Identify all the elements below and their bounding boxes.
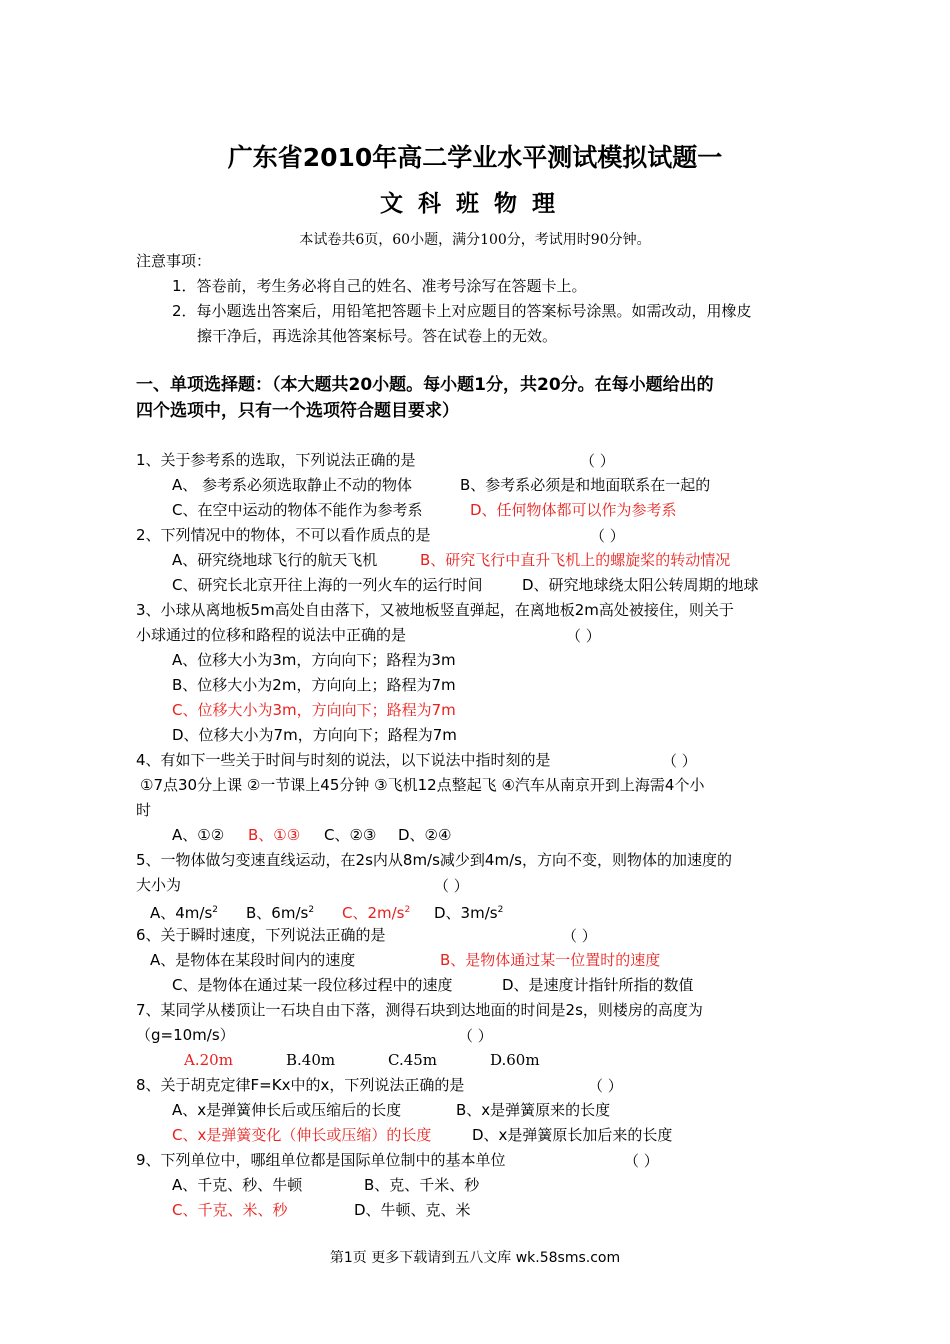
notice-item-1: 1．答卷前，考生务必将自己的姓名、准考号涂写在答题卡上。 bbox=[172, 277, 587, 295]
q9-answer-blank: （ ） bbox=[624, 1152, 659, 1170]
q6-stem: 6、关于瞬时速度，下列说法正确的是 bbox=[136, 926, 386, 944]
exam-intro: 本试卷共6页，60小题，满分100分，考试用时90分钟。 bbox=[299, 232, 651, 248]
q6-answer-blank: （ ） bbox=[562, 927, 597, 945]
q7-option-c: C.45m bbox=[388, 1051, 438, 1069]
notice-item-2a: 2．每小题选出答案后，用铅笔把答题卡上对应题目的答案标号涂黑。如需改动，用橡皮 bbox=[172, 302, 752, 320]
q4-answer-blank: （ ） bbox=[662, 752, 697, 770]
q7-option-b: B.40m bbox=[286, 1051, 336, 1069]
q4-option-d: D、②④ bbox=[398, 826, 452, 844]
q1-option-b: B、参考系必须是和地面联系在一起的 bbox=[460, 476, 711, 494]
q5-stem-2: 大小为 bbox=[136, 876, 182, 894]
q9-option-b: B、克、千米、秒 bbox=[364, 1176, 480, 1194]
q4-items-1: ①7点30分上课 ②一节课上45分钟 ③飞机12点整起飞 ④汽车从南京开到上海需4个小 bbox=[140, 776, 705, 794]
q3-stem-2: 小球通过的位移和路程的说法中正确的是 bbox=[136, 626, 407, 644]
q8-answer-blank: （ ） bbox=[588, 1077, 623, 1095]
q4-stem: 4、有如下一些关于时间与时刻的说法，以下说法中指时刻的是 bbox=[136, 751, 551, 769]
q3-option-a: A、位移大小为3m，方向向下；路程为3m bbox=[172, 651, 456, 669]
q4-option-a: A、①② bbox=[172, 826, 225, 844]
q1-stem: 1、关于参考系的选取，下列说法正确的是 bbox=[136, 451, 416, 469]
q2-option-b-answer: B、研究飞行中直升飞机上的螺旋桨的转动情况 bbox=[420, 551, 731, 569]
q5-answer-blank: （ ） bbox=[434, 877, 469, 895]
q2-answer-blank: （ ） bbox=[590, 527, 625, 545]
q1-option-c: C、在空中运动的物体不能作为参考系 bbox=[172, 501, 423, 519]
q3-stem-1: 3、小球从离地板5m高处自由落下，又被地板竖直弹起，在离地板2m高处被接住，则关于 bbox=[136, 601, 734, 619]
q7-answer-blank: （ ） bbox=[458, 1027, 493, 1045]
q2-option-d: D、研究地球绕太阳公转周期的地球 bbox=[522, 576, 759, 594]
q9-option-a: A、千克、秒、牛顿 bbox=[172, 1176, 303, 1194]
q1-option-a: A、 参考系必须选取静止不动的物体 bbox=[172, 476, 413, 494]
q3-option-b: B、位移大小为2m，方向向上；路程为7m bbox=[172, 676, 456, 694]
q8-stem: 8、关于胡克定律F=Kx中的x，下列说法正确的是 bbox=[136, 1076, 465, 1094]
q2-option-a: A、研究绕地球飞行的航天飞机 bbox=[172, 551, 378, 569]
q8-option-d: D、x是弹簧原长加后来的长度 bbox=[472, 1126, 673, 1144]
q9-option-d: D、牛顿、克、米 bbox=[354, 1201, 471, 1219]
page-footer: 第1页 更多下载请到五八文库 wk.58sms.com bbox=[329, 1250, 621, 1266]
q7-option-a-answer: A.20m bbox=[184, 1051, 233, 1069]
q5-option-c-answer: C、$2m/s^2$ bbox=[342, 904, 411, 922]
q7-stem-1: 7、某同学从楼顶让一石块自由下落，测得石块到达地面的时间是2s，则楼房的高度为 bbox=[136, 1001, 703, 1019]
notice-label: 注意事项： bbox=[136, 252, 212, 270]
q6-option-c: C、是物体在通过某一段位移过程中的速度 bbox=[172, 976, 453, 994]
q6-option-a: A、是物体在某段时间内的速度 bbox=[150, 951, 356, 969]
q3-option-d: D、位移大小为7m，方向向下；路程为7m bbox=[172, 726, 457, 744]
q9-stem: 9、下列单位中，哪组单位都是国际单位制中的基本单位 bbox=[136, 1151, 506, 1169]
section-heading-1: 一、单项选择题：（本大题共20小题。每小题1分，共20分。在每小题给出的 bbox=[136, 375, 714, 395]
q5-option-b: B、$6m/s^2$ bbox=[246, 904, 315, 922]
q1-option-d-answer: D、任何物体都可以作为参考系 bbox=[470, 501, 677, 519]
q4-option-b-answer: B、①③ bbox=[248, 826, 301, 844]
q5-option-d: D、$3m/s^2$ bbox=[434, 904, 504, 922]
page-title: 广东省2010年高二学业水平测试模拟试题一 bbox=[227, 143, 723, 172]
q8-option-c-answer: C、x是弹簧变化（伸长或压缩）的长度 bbox=[172, 1126, 432, 1144]
q6-option-d: D、是速度计指针所指的数值 bbox=[502, 976, 694, 994]
section-heading-2: 四个选项中，只有一个选项符合题目要求） bbox=[136, 401, 459, 421]
q7-stem-2: （g=10m/s） bbox=[136, 1026, 235, 1044]
q6-option-b-answer: B、是物体通过某一位置时的速度 bbox=[440, 951, 661, 969]
q9-option-c-answer: C、千克、米、秒 bbox=[172, 1201, 288, 1219]
q8-option-b: B、x是弹簧原来的长度 bbox=[456, 1101, 611, 1119]
q4-items-2: 时 bbox=[136, 801, 152, 819]
q5-option-a: A、$4m/s^2$ bbox=[150, 904, 219, 922]
q4-option-c: C、②③ bbox=[324, 826, 377, 844]
q3-option-c-answer: C、位移大小为3m，方向向下；路程为7m bbox=[172, 701, 456, 719]
q2-stem: 2、下列情况中的物体，不可以看作质点的是 bbox=[136, 526, 431, 544]
q8-option-a: A、x是弹簧伸长后或压缩后的长度 bbox=[172, 1101, 402, 1119]
q3-answer-blank: （ ） bbox=[566, 627, 601, 645]
q5-stem-1: 5、一物体做匀变速直线运动，在2s内从8m/s减少到4m/s，方向不变，则物体的加速度的 bbox=[136, 851, 732, 869]
q1-answer-blank: （ ） bbox=[580, 452, 615, 470]
notice-item-2b: 擦干净后，再选涂其他答案标号。答在试卷上的无效。 bbox=[197, 327, 558, 345]
page-subtitle: 文科班物理 bbox=[380, 191, 570, 217]
q2-option-c: C、研究长北京开往上海的一列火车的运行时间 bbox=[172, 576, 483, 594]
q7-option-d: D.60m bbox=[490, 1051, 540, 1069]
